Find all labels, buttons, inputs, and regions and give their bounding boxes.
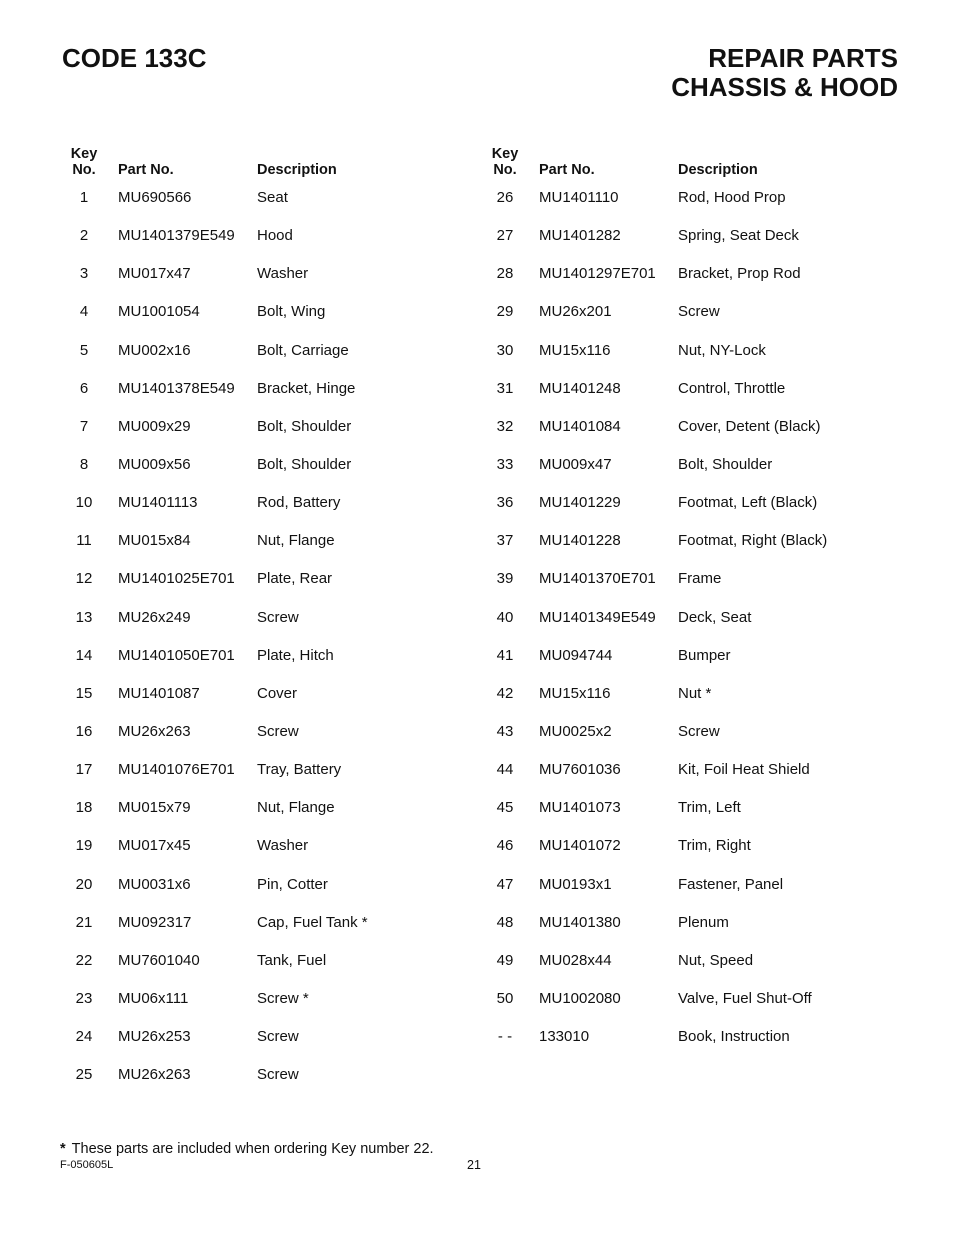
description-cell: Cover [257, 684, 298, 702]
table-row [62, 224, 482, 262]
page-number: 21 [467, 1158, 481, 1172]
part-no-cell: MU009x29 [118, 417, 191, 435]
table-header [483, 146, 903, 186]
description-cell: Washer [257, 265, 309, 283]
table-row [483, 186, 903, 224]
part-no-cell: MU1401297E701 [539, 265, 656, 283]
key-no-cell: 29 [496, 303, 514, 321]
key-no-cell: 32 [496, 417, 514, 435]
table-row [62, 987, 482, 1025]
key-no-cell: 19 [75, 837, 93, 855]
description-cell: Trim, Left [678, 799, 741, 817]
key-no-cell: 7 [79, 417, 89, 435]
key-no-cell: 47 [496, 875, 514, 893]
key-no-cell: 24 [75, 1028, 93, 1046]
part-no-cell: MU028x44 [539, 951, 612, 969]
part-no-cell: MU1401229 [539, 494, 621, 512]
table-row [483, 720, 903, 758]
part-no-cell: MU015x84 [118, 532, 191, 550]
key-no-cell: 8 [79, 455, 89, 473]
key-header-line1: Key [491, 146, 519, 162]
description-cell: Kit, Foil Heat Shield [678, 761, 810, 779]
description-cell: Screw [257, 1066, 299, 1084]
part-no-cell: MU1401076E701 [118, 761, 235, 779]
table-row [62, 262, 482, 300]
key-no-cell: 4 [79, 303, 89, 321]
description-cell: Washer [257, 837, 309, 855]
key-header-line2: No. [72, 162, 96, 178]
footnote-marker: * [60, 1141, 66, 1157]
key-no-cell: 10 [75, 494, 93, 512]
table-row [483, 453, 903, 491]
part-no-cell: MU1401113 [118, 494, 198, 512]
description-cell: Rod, Battery [257, 494, 341, 512]
description-cell: Screw [257, 722, 299, 740]
description-cell: Bracket, Hinge [257, 379, 356, 397]
part-no-cell: MU15x116 [539, 341, 611, 359]
table-row [62, 873, 482, 911]
table-row [483, 758, 903, 796]
part-no-cell: MU1401379E549 [118, 227, 235, 245]
table-row [62, 453, 482, 491]
key-no-cell: 26 [496, 189, 514, 206]
section-title [671, 44, 898, 102]
part-no-cell: MU1401087 [118, 684, 200, 702]
key-no-cell: 50 [496, 989, 514, 1007]
table-row [483, 339, 903, 377]
part-no-cell: MU017x47 [118, 265, 191, 283]
part-no-cell: MU1401072 [539, 837, 621, 855]
description-cell: Hood [257, 227, 293, 245]
description-cell: Nut, Flange [257, 532, 335, 550]
table-row [62, 644, 482, 682]
key-no-cell: 37 [496, 532, 514, 550]
part-no-cell: MU15x116 [539, 684, 611, 702]
part-no-cell: MU1401050E701 [118, 646, 235, 664]
description-cell: Plenum [678, 913, 729, 931]
table-header [62, 146, 482, 186]
key-no-cell: 43 [496, 722, 514, 740]
table-row [483, 987, 903, 1025]
description-cell: Valve, Fuel Shut-Off [678, 989, 812, 1007]
key-header-line1: Key [70, 146, 98, 162]
description-header: Description [257, 162, 337, 178]
key-no-cell: 15 [75, 684, 93, 702]
part-no-header: Part No. [118, 162, 174, 178]
key-no-cell: 40 [496, 608, 514, 626]
table-row [483, 644, 903, 682]
table-row [62, 949, 482, 987]
key-no-header [483, 146, 527, 178]
key-no-header [62, 146, 106, 178]
table-row [62, 377, 482, 415]
part-no-cell: MU1401228 [539, 532, 621, 550]
key-no-cell: 23 [75, 989, 93, 1007]
description-cell: Bolt, Shoulder [257, 417, 352, 435]
table-row [483, 834, 903, 872]
description-cell: Plate, Hitch [257, 646, 334, 664]
part-no-cell: MU26x263 [118, 722, 191, 740]
description-cell: Fastener, Panel [678, 875, 784, 893]
key-no-cell: 16 [75, 722, 93, 740]
description-cell: Bracket, Prop Rod [678, 265, 801, 283]
key-no-cell: 46 [496, 837, 514, 855]
description-cell: Tank, Fuel [257, 951, 327, 969]
key-no-cell: 20 [75, 875, 93, 893]
description-cell: Cap, Fuel Tank * [257, 913, 368, 931]
table-body [62, 186, 482, 1101]
description-cell: Screw [257, 608, 299, 626]
part-no-cell: MU1401025E701 [118, 570, 235, 588]
table-row [62, 606, 482, 644]
part-no-cell: MU690566 [118, 189, 192, 206]
description-cell: Bolt, Carriage [257, 341, 349, 359]
part-no-cell: MU1401073 [539, 799, 621, 817]
section-title-line1: REPAIR PARTS [708, 43, 898, 73]
key-no-cell: 18 [75, 799, 93, 817]
key-no-cell: 3 [79, 265, 89, 283]
key-no-cell: 42 [496, 684, 514, 702]
table-row [483, 300, 903, 338]
part-no-cell: MU015x79 [118, 799, 191, 817]
key-no-cell: 45 [496, 799, 514, 817]
part-no-cell: MU06x111 [118, 989, 189, 1007]
key-no-cell: 6 [79, 379, 89, 397]
part-no-cell: MU002x16 [118, 341, 191, 359]
table-row [483, 911, 903, 949]
section-title-line2: CHASSIS & HOOD [671, 72, 898, 103]
part-no-cell: MU1401380 [539, 913, 621, 931]
part-no-cell: MU1401248 [539, 379, 621, 397]
part-no-cell: MU0193x1 [539, 875, 612, 893]
part-no-cell: MU7601036 [539, 761, 621, 779]
part-no-cell: MU1401110 [539, 189, 619, 206]
description-cell: Control, Throttle [678, 379, 786, 397]
parts-table-right [483, 146, 903, 1063]
key-no-cell: 5 [79, 341, 89, 359]
table-row [483, 262, 903, 300]
part-no-cell: MU0031x6 [118, 875, 191, 893]
description-cell: Nut, NY-Lock [678, 341, 766, 359]
part-no-header: Part No. [539, 162, 595, 178]
description-header: Description [678, 162, 758, 178]
table-row [483, 529, 903, 567]
description-cell: Nut, Flange [257, 799, 335, 817]
key-no-cell: 21 [75, 913, 93, 931]
part-no-cell: 133010 [539, 1028, 590, 1046]
part-no-cell: MU0025x2 [539, 722, 612, 740]
table-row [62, 682, 482, 720]
description-cell: Nut, Speed [678, 951, 754, 969]
table-row [483, 1025, 903, 1063]
description-cell: Tray, Battery [257, 761, 342, 779]
description-cell: Spring, Seat Deck [678, 227, 799, 245]
table-row [62, 796, 482, 834]
table-row [483, 224, 903, 262]
part-no-cell: MU1401370E701 [539, 570, 656, 588]
description-cell: Footmat, Right (Black) [678, 532, 828, 550]
description-cell: Bumper [678, 646, 731, 664]
key-no-cell: 30 [496, 341, 514, 359]
part-no-cell: MU26x249 [118, 608, 191, 626]
description-cell: Screw * [257, 989, 309, 1007]
table-row [483, 377, 903, 415]
table-row [483, 567, 903, 605]
description-cell: Footmat, Left (Black) [678, 494, 818, 512]
description-cell: Book, Instruction [678, 1028, 790, 1046]
key-no-cell: 27 [496, 227, 514, 245]
table-row [62, 567, 482, 605]
table-row [62, 415, 482, 453]
key-no-cell: 33 [496, 455, 514, 473]
key-no-cell: 44 [496, 761, 514, 779]
description-cell: Cover, Detent (Black) [678, 417, 821, 435]
description-cell: Bolt, Shoulder [257, 455, 352, 473]
description-cell: Trim, Right [678, 837, 751, 855]
part-no-cell: MU1401282 [539, 227, 621, 245]
description-cell: Plate, Rear [257, 570, 333, 588]
table-row [62, 1063, 482, 1101]
table-row [62, 1025, 482, 1063]
key-no-cell: 28 [496, 265, 514, 283]
key-no-cell: 25 [75, 1066, 93, 1084]
description-cell: Pin, Cotter [257, 875, 328, 893]
table-row [62, 529, 482, 567]
key-no-cell: 49 [496, 951, 514, 969]
description-cell: Screw [678, 303, 720, 321]
table-row [483, 682, 903, 720]
table-row [62, 911, 482, 949]
key-no-cell: 48 [496, 913, 514, 931]
part-no-cell: MU1401084 [539, 417, 621, 435]
key-no-cell: 2 [79, 227, 89, 245]
table-row [62, 339, 482, 377]
key-no-cell: 13 [75, 608, 93, 626]
form-number: F-050605L [60, 1159, 114, 1171]
key-no-cell: 41 [496, 646, 514, 664]
table-row [483, 796, 903, 834]
key-no-cell: 11 [76, 532, 92, 550]
key-no-cell: 31 [496, 379, 514, 397]
parts-table-left [62, 146, 482, 1101]
description-cell: Bolt, Shoulder [678, 455, 773, 473]
key-no-cell: 36 [496, 494, 514, 512]
table-row [62, 720, 482, 758]
key-no-cell: 12 [75, 570, 93, 588]
part-no-cell: MU26x201 [539, 303, 612, 321]
key-no-cell: 22 [75, 951, 93, 969]
description-cell: Rod, Hood Prop [678, 189, 786, 206]
part-no-cell: MU26x263 [118, 1066, 191, 1084]
part-no-cell: MU1002080 [539, 989, 621, 1007]
key-no-cell: 14 [75, 646, 93, 664]
description-cell: Screw [257, 1028, 299, 1046]
part-no-cell: MU26x253 [118, 1028, 191, 1046]
part-no-cell: MU017x45 [118, 837, 191, 855]
table-row [62, 834, 482, 872]
part-no-cell: MU092317 [118, 913, 192, 931]
description-cell: Frame [678, 570, 722, 588]
key-no-cell: 1 [79, 189, 89, 206]
table-row [62, 758, 482, 796]
code-title: CODE 133C [62, 43, 207, 73]
table-body [483, 186, 903, 1063]
key-no-cell: - - [497, 1028, 513, 1046]
part-no-cell: MU1401349E549 [539, 608, 656, 626]
description-cell: Screw [678, 722, 720, 740]
key-no-cell: 39 [496, 570, 514, 588]
table-row [483, 491, 903, 529]
key-header-line2: No. [493, 162, 517, 178]
part-no-cell: MU094744 [539, 646, 613, 664]
footnote-text: These parts are included when ordering Key number 22. [71, 1141, 434, 1157]
description-cell: Deck, Seat [678, 608, 752, 626]
table-row [62, 491, 482, 529]
description-cell: Nut * [678, 684, 712, 702]
part-no-cell: MU009x47 [539, 455, 612, 473]
description-cell: Seat [257, 189, 288, 206]
table-row [483, 606, 903, 644]
part-no-cell: MU1401378E549 [118, 379, 235, 397]
footnote [60, 1141, 434, 1157]
part-no-cell: MU009x56 [118, 455, 191, 473]
part-no-cell: MU7601040 [118, 951, 200, 969]
description-cell: Bolt, Wing [257, 303, 326, 321]
table-row [483, 415, 903, 453]
part-no-cell: MU1001054 [118, 303, 200, 321]
table-row [62, 186, 482, 224]
key-no-cell: 17 [75, 761, 93, 779]
table-row [483, 873, 903, 911]
table-row [483, 949, 903, 987]
table-row [62, 300, 482, 338]
